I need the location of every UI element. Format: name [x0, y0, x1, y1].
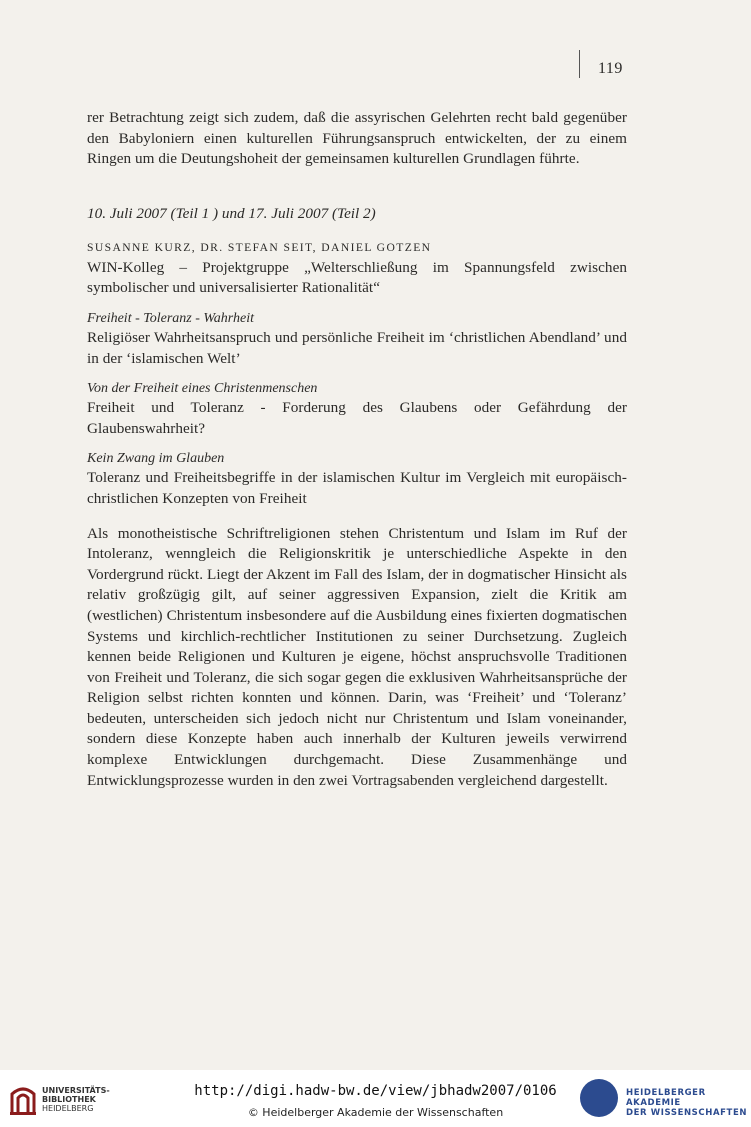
intro-paragraph: rer Betrachtung zeigt sich zudem, daß die assyrischen Gelehrten recht bald gegenüber den Babyloniern einen kulturellen Führungsanspruch entwickelten, der zu einem Ringen um die Deutungshoheit der gemeinsamen kulturellen Grundlagen führte. — [87, 109, 627, 168]
talk-1-heading: Freiheit - Toleranz - Wahrheit — [87, 310, 254, 326]
talk-3-heading: Kein Zwang im Glauben — [87, 451, 225, 467]
copyright-notice: © Heidelberger Akademie der Wissenschaften — [247, 1106, 504, 1119]
document-url-link[interactable]: http://digi.hadw-bw.de/view/jbhadw2007/0106 — [194, 1083, 557, 1099]
talk-2-heading: Von der Freiheit eines Christenmenschen — [87, 381, 318, 397]
page-number: 119 — [598, 60, 623, 77]
academy-label: HEIDELBERGER AKADEMIE DER WISSENSCHAFTEN — [626, 1088, 748, 1118]
main-paragraph: Als monotheistische Schriftreligionen stehen Christentum und Islam im Ruf der Intoleranz, wenngleich die Religionskritik je unterschiedliche Aspekte in den Vordergrund rückt. Liegt der Akzent im Fall des Islam, der in dogmatischer Hinsicht als relativ großzügig gilt, auf seiner aggressiven Expansion, zielt die Kritik am (westlichen) Christentum insbesondere auf die Ausbildung eines fixierten dogmatischen Systems und kirchlich-rechtlicher Institutionen zu seiner Durchsetzung. Zugleich kennen beide Religionen und Kulturen je eigene, höchst anspruchsvolle Traditionen von Freiheit und Toleranz, die sich sogar gegen die exklusiven Wahrheitsansprüche der Religion selbst richten konnten und können. Darin, was ‘Freiheit’ und ‘Toleranz’ bedeuten, unterscheiden sich jedoch nicht nur Christentum und Islam voneinander, sondern diese Konzepte haben auch innerhalb der Kulturen jeweils verwirrend komplexe Entwicklungen durchgemacht. Diese Zusammenhänge und Entwicklungsprozesse wurden in den zwei Vortragsabenden vergleichend dargestellt. — [87, 524, 627, 789]
viewer-footer — [0, 1070, 751, 1127]
project-title: WIN-Kolleg – Projektgruppe „Welterschließung im Spannungsfeld zwischen symbolischer und universalisierter Rationalität“ — [87, 258, 627, 297]
academy-seal-icon — [580, 1079, 618, 1117]
authors-line: SUSANNE KURZ, DR. STEFAN SEIT, DANIEL GOTZEN — [87, 240, 432, 254]
talk-3-text: Toleranz und Freiheitsbegriffe in der islamischen Kultur im Vergleich mit europäisch-christlichen Konzepten von Freiheit — [87, 469, 627, 507]
university-library-label: UNIVERSITÄTS- BIBLIOTHEK HEIDELBERG — [42, 1086, 110, 1113]
section-date: 10. Juli 2007 (Teil 1 ) und 17. Juli 2007 (Teil 2) — [87, 204, 376, 222]
talk-1-text: Religiöser Wahrheitsanspruch und persönliche Freiheit im ‘christlichen Abendland’ und in der ‘islamischen Welt’ — [87, 328, 627, 367]
page-body — [87, 108, 627, 791]
header-rule — [579, 50, 580, 78]
talk-2-text: Freiheit und Toleranz - Forderung des Glaubens oder Gefährdung der Glaubenswahrheit? — [87, 399, 627, 437]
